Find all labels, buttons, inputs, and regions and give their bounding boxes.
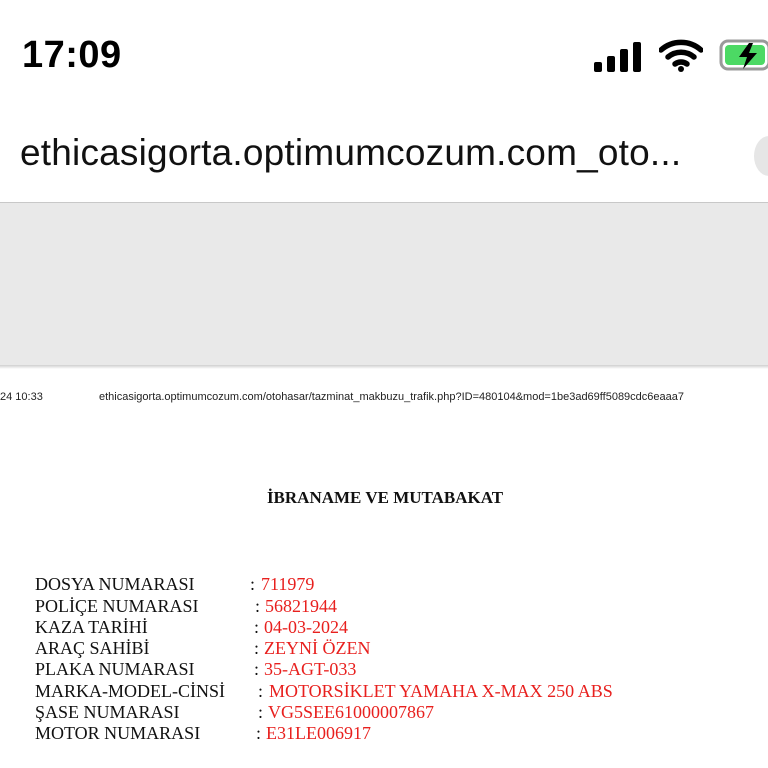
print-date: 24 10:33 (0, 391, 43, 403)
field-value-sase: VG5SEE61000007867 (268, 702, 434, 722)
battery-charging-icon (719, 38, 768, 72)
more-options-button[interactable] (754, 136, 768, 176)
field-value-plaka: 35-AGT-033 (264, 659, 357, 679)
field-colon: : (258, 702, 264, 722)
field-colon: : (254, 617, 260, 637)
field-label-police: POLİÇE NUMARASI (35, 596, 199, 616)
field-value-motor: E31LE006917 (266, 723, 371, 743)
field-colon: : (256, 723, 262, 743)
cellular-signal-icon (594, 40, 644, 72)
field-value-arac-sahibi: ZEYNİ ÖZEN (264, 638, 371, 658)
field-colon: : (254, 659, 260, 679)
status-bar (0, 0, 768, 110)
field-colon: : (258, 681, 264, 701)
wifi-icon (659, 38, 703, 72)
field-value-marka-model: MOTORSİKLET YAMAHA X-MAX 250 ABS (269, 681, 613, 701)
field-colon: : (250, 574, 256, 594)
print-url: ethicasigorta.optimumcozum.com/otohasar/tazminat_makbuzu_trafik.php?ID=480104&mod=1be3ad69ff5089cdc6eaaa7 (99, 391, 685, 403)
field-value-dosya: 711979 (261, 574, 315, 594)
field-label-kaza-tarihi: KAZA TARİHİ (35, 617, 148, 637)
field-colon: : (254, 638, 260, 658)
field-label-plaka: PLAKA NUMARASI (35, 659, 195, 679)
page-title[interactable]: ethicasigorta.optimumcozum.com_oto... (20, 132, 682, 173)
document-title: İBRANAME VE MUTABAKAT (266, 488, 504, 507)
field-colon: : (255, 596, 261, 616)
field-value-kaza-tarihi: 04-03-2024 (264, 617, 348, 637)
field-label-dosya: DOSYA NUMARASI (35, 574, 195, 594)
pdf-viewer-gap (0, 203, 768, 365)
field-label-sase: ŞASE NUMARASI (35, 702, 180, 722)
status-time: 17:09 (22, 34, 122, 76)
field-label-arac-sahibi: ARAÇ SAHİBİ (35, 638, 150, 658)
field-value-police: 56821944 (265, 596, 337, 616)
field-label-marka-model: MARKA-MODEL-CİNSİ (35, 681, 225, 701)
field-label-motor: MOTOR NUMARASI (35, 723, 201, 743)
page-shadow (0, 365, 768, 369)
